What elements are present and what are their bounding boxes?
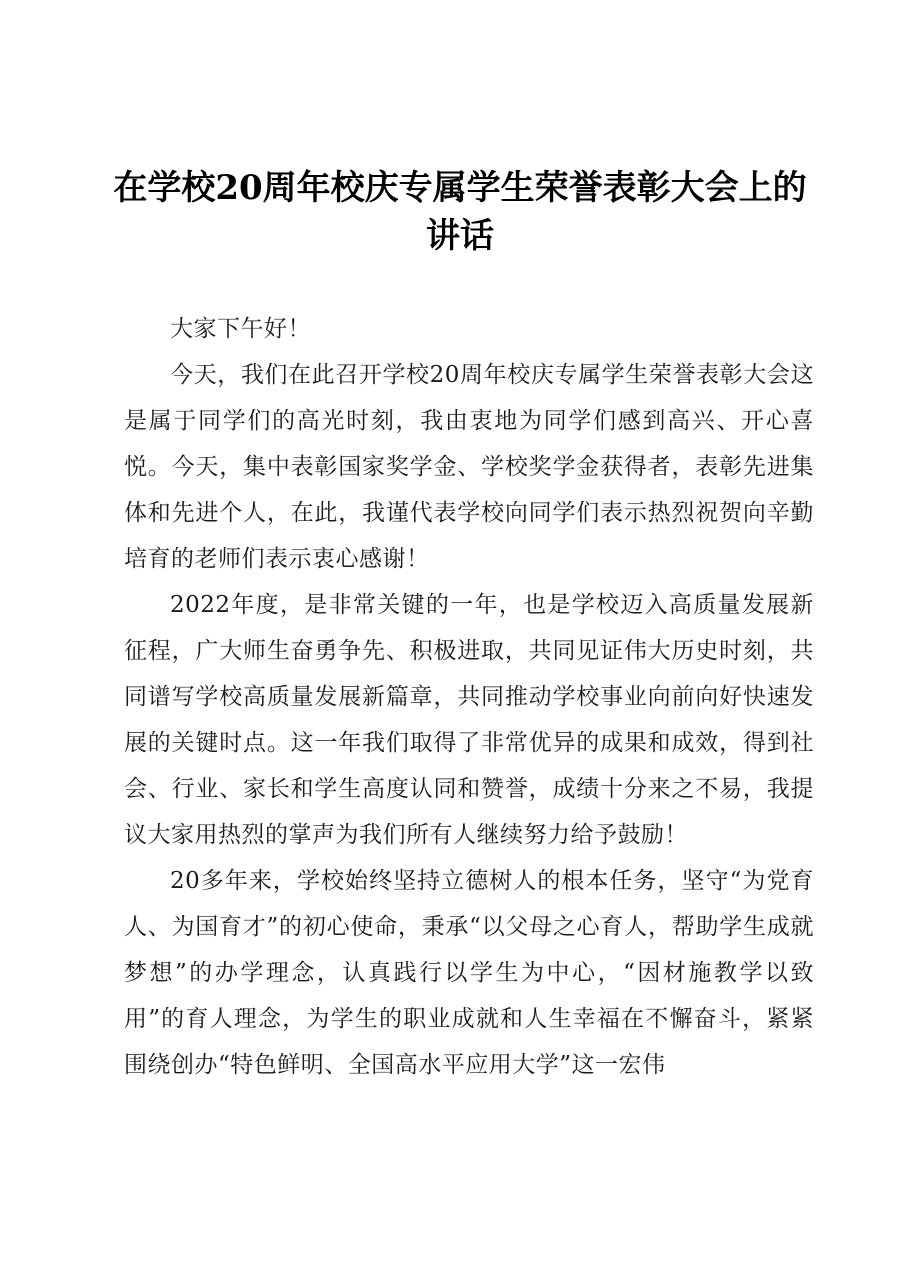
document-title: 在学校20周年校庆专属学生荣誉表彰大会上的讲话 xyxy=(113,168,807,256)
document-body xyxy=(124,306,814,1088)
paragraph-20-years: 20多年来，学校始终坚持立德树人的根本任务，坚守“为党育人、为国育才”的初心使命，秉承“以父母之心育人，帮助学生成就梦想”的办学理念，认真践行以学生为中心，“因材施教学以致用”的育人理念，为学生的职业成就和人生幸福在不懈奋斗，紧紧围绕创办“特色鲜明、全国高水平应用大学”这一宏伟 xyxy=(124,868,814,1078)
paragraph-2022-review: 2022年度，是非常关键的一年，也是学校迈入高质量发展新征程，广大师生奋勇争先、积极进取，共同见证伟大历史时刻，共同谱写学校高质量发展新篇章，共同推动学校事业向前向好快速发展的关键时点。这一年我们取得了非常优异的成果和成效，得到社会、行业、家长和学生高度认同和赞誉，成绩十分来之不易，我提议大家用热烈的掌声为我们所有人继续努力给予鼓励！ xyxy=(124,592,814,848)
paragraph-greeting: 大家下午好！ xyxy=(170,316,311,342)
paragraph-opening: 今天，我们在此召开学校20周年校庆专属学生荣誉表彰大会这是属于同学们的高光时刻，我由衷地为同学们感到高兴、开心喜悦。今天，集中表彰国家奖学金、学校奖学金获得者，表彰先进集体和先进个人，在此，我谨代表学校向同学们表示热烈祝贺向辛勤培育的老师们表示衷心感谢！ xyxy=(124,362,814,572)
